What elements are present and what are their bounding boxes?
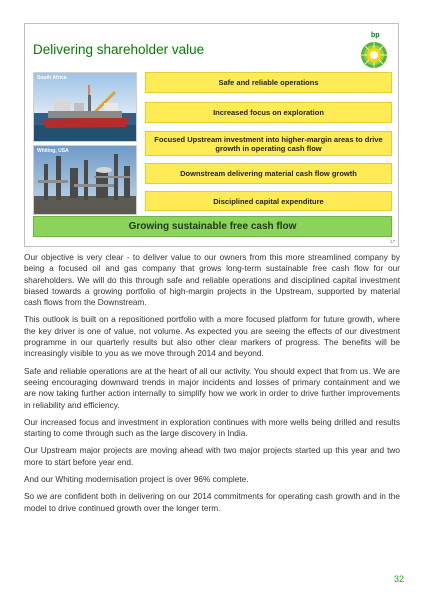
photo-caption-1: South Africa: [37, 75, 67, 81]
paragraph: Our objective is very clear - to deliver value to our owners from this more streamlined company by being a focused oil and gas company that grows long-term sustainable free cash flow for our shareholders. We will do this through safe and reliable operations and disciplined capital investment biased towards a growing portfolio of high-margin projects in the Upstream, supported by material cash flows from the Downstream.: [24, 252, 400, 308]
helios-icon: [359, 38, 389, 70]
free-cash-flow-bar: Growing sustainable free cash flow: [33, 216, 392, 237]
page-number: 32: [393, 574, 404, 584]
paragraph: And our Whiting modernisation project is over 96% complete.: [24, 474, 249, 485]
slide-title: Delivering shareholder value: [33, 42, 205, 57]
paragraph: So we are confident both in delivering on our 2014 commitments for operating cash growth and in the model to drive continued growth over the longer term.: [24, 491, 400, 513]
refinery-photo: [33, 145, 137, 215]
photo-caption-2: Whiting, USA: [37, 148, 69, 154]
paragraph: This outlook is built on a repositioned portfolio with a more focused platform for future growth, where the key driver is one of value, not volume. As expected you are seeing the effects of our divestment programme in our quarterly results but also other clear markers of progress. The benefits will be increasingly visible to you as we move through 2014 and beyond.: [24, 314, 400, 359]
paragraph: Our Upstream major projects are moving ahead with two major projects started up this year and two more to start before year end.: [24, 445, 400, 467]
bp-logo: [355, 32, 391, 72]
box-exploration: Increased focus on exploration: [145, 102, 392, 123]
paragraph: Safe and reliable operations are at the heart of all our activity. You should expect that from us. We are seeing encouraging downward trends in major incidents and losses of primary containment and we are now taking further action internally to simplify how we work in order to drive further improvements in reliability and efficiency.: [24, 365, 400, 410]
offshore-platform-photo: [33, 72, 137, 142]
box-safe-operations: Safe and reliable operations: [145, 72, 392, 93]
bp-logo-text: bp: [371, 32, 380, 39]
paragraph: Our increased focus and investment in exploration continues with more wells being drilled and results starting to come through such as the large discovery in India.: [24, 416, 400, 439]
slide-panel: [24, 23, 399, 247]
box-capital-expenditure: Disciplined capital expenditure: [145, 191, 392, 211]
box-downstream: Downstream delivering material cash flow growth: [145, 163, 392, 184]
body-text: [24, 252, 400, 520]
slide-number: 17: [389, 239, 395, 244]
box-upstream-investment: Focused Upstream investment into higher-margin areas to drive growth in operating cash flow: [145, 131, 392, 156]
